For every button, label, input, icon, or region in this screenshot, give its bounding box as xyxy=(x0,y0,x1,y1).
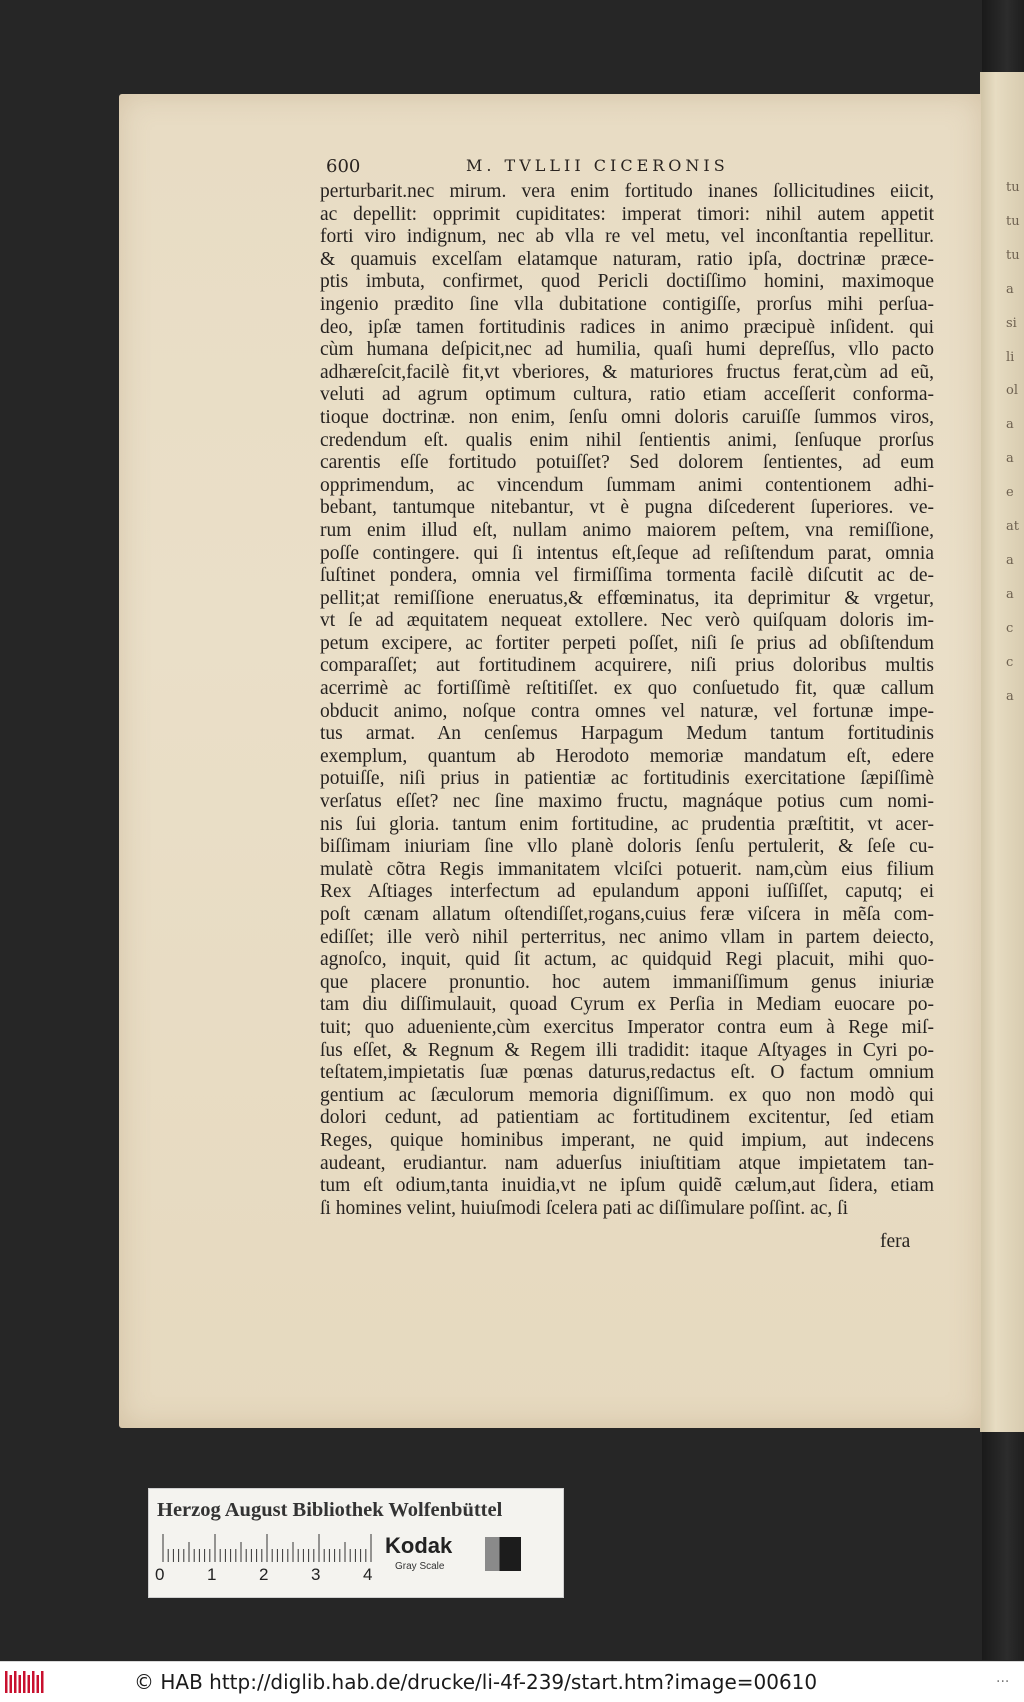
text-line: agnoſco, inquit, quid ſit actum, ac quidquid Regi placuit, mihi quo- xyxy=(320,949,934,971)
text-line: Reges, quique hominibus imperant, ne quid impium, aut indecens xyxy=(320,1129,934,1151)
text-line: ſi homines velint, huiuſmodi ſcelera pati ac diſſimulare poſſint. ac, ſi xyxy=(320,1197,848,1219)
text-line: tuit; quo adueniente,cùm exercitus Imperator contra eum à Rege miſ- xyxy=(320,1016,934,1038)
text-line: ac depellit: opprimit cupiditates: imperat timori: nihil autem appetit xyxy=(320,203,934,225)
logo-bar xyxy=(32,1671,35,1693)
logo-bar xyxy=(28,1675,31,1693)
text-line: petum excipere, ac fortiter perpeti poſſet, niſi ſe prius ad obſiſtendum xyxy=(320,632,934,654)
text-line: verſatus eſſet? nec ſine maximo fructu, magnáque potius cum nomi- xyxy=(320,791,934,813)
text-line: pellit;at remiſſione eneruatus,& effœminatus, ita deprimitur & vrgetur, xyxy=(320,587,934,609)
text-line: deo, ipſæ tamen fortitudinis radices in animo præcipuè inſident. qui xyxy=(320,316,934,338)
next-page-fragment: tu xyxy=(1006,213,1020,229)
text-line: & quamuis excelſam elatamque naturam, ratio ipſa, doctrinæ præce- xyxy=(320,248,934,270)
logo-bar xyxy=(19,1675,22,1693)
text-line: teſtatem,impietatis ſuæ pœnas daturus,redactus eſt. O factum omnium xyxy=(320,1062,934,1084)
text-line: que placere pronuntio. hoc autem immaniſſimum genus iniuriæ xyxy=(320,971,934,993)
next-page-fragment: a xyxy=(1006,451,1014,467)
logo-bar xyxy=(23,1671,26,1693)
text-line: exemplum, quantum ab Herodoto memoriæ mandatum eſt, edere xyxy=(320,745,934,767)
text-line: obducit animo, noſque contra omnes vel naturæ, vel fortunæ impe- xyxy=(320,700,934,722)
kodak-logo: Kodak xyxy=(385,1533,453,1558)
next-page-fragment: tu xyxy=(1006,180,1020,195)
text-line: ptis imbuta, confirmet, quod Pericli doctiſſimo homini, maximoque xyxy=(320,271,934,293)
text-line: vt ſe ad æquitatem nequeat extollere. Nec verò quiſquam doloris im- xyxy=(320,610,934,632)
text-line: gentium ac ſæculorum memoria digniſſimum. ex quo non modò qui xyxy=(320,1084,934,1106)
text-line: tum eſt odium,tanta inuidia,vt ne ipſum quidẽ cælum,aut ſidera, etiam xyxy=(320,1175,934,1197)
scale-ruler xyxy=(159,1533,381,1563)
text-line: ſuſtinet pondera, omnia vel firmiſſima tormenta facilè diſcutit ac de- xyxy=(320,565,934,587)
text-line: ediſſet; ille verò nihil perterritus, nec animo vllam in partem deiecto, xyxy=(320,926,934,948)
text-line: carentis eſſe fortitudo potuiſſet? Sed dolorem ſentientes, ad eum xyxy=(320,452,934,474)
text-line: mulatè cõtra Regis immanitatem vlciſci potuerit. nam,cùm eius filium xyxy=(320,858,934,880)
next-page-fragment: tu xyxy=(1006,247,1020,263)
logo-bar xyxy=(5,1671,8,1693)
text-line: opprimendum, ac vincendum ſummam animi contentionem adhi- xyxy=(320,474,934,496)
text-line: dolori cedunt, ad patientiam ac fortitudinem excitentur, ſed etiam xyxy=(320,1107,934,1129)
text-line: credendum eſt. qualis enim nihil ſentientis animi, ſenſuque prorſus xyxy=(320,429,934,451)
text-line: perturbarit.nec mirum. vera enim fortitudo inanes ſollicitudines eiicit, xyxy=(320,181,934,202)
footer-url-text[interactable]: © HAB http://diglib.hab.de/drucke/li-4f-239/start.htm?image=00610 xyxy=(134,1670,818,1694)
ruler-number: 4 xyxy=(363,1565,373,1584)
ruler-number: 3 xyxy=(311,1565,321,1584)
next-page-fragment: a xyxy=(1006,417,1014,433)
next-page-fragment: li xyxy=(1006,349,1015,365)
gray-scale-label: Gray Scale xyxy=(395,1561,445,1572)
ruler-number: 2 xyxy=(259,1565,269,1584)
page-number: 600 xyxy=(326,156,361,177)
logo-bar xyxy=(41,1671,44,1693)
logo-bar xyxy=(37,1675,40,1693)
text-line: Rex Aſtiages interfectum ad epulandum apponi iuſſiſſet, caputq; ei xyxy=(320,881,934,903)
text-line: veluti ad agrum optimum cultura, ratio etiam acceſſerit conforma- xyxy=(320,384,934,406)
text-line: forti viro indignum, nec ab vlla re vel metu, vel inconſtantia repellitur. xyxy=(320,226,934,248)
text-line: biſſimam iniuriam ſine vllo planè doloris ſenſu pertulerit, & ſeſe cu- xyxy=(320,836,934,858)
text-line: acerrimè ac fortiſſimè reſtitiſſet. ex quo conſuetudo fit, quæ callum xyxy=(320,678,934,700)
page-header xyxy=(326,156,946,180)
text-line: audeant, erudiantur. nam aduerſus iniuſtitiam atque impietatem tan- xyxy=(320,1152,934,1174)
next-page-fragment: ol xyxy=(1006,383,1018,399)
text-line: ingenio prædito ſine vlla dubitatione contigiſſe, prorſus mihi perſua- xyxy=(320,293,934,315)
text-line: adhæreſcit,facilè fit,vt vberiores, & maturiores fructus ferat,cùm ad eũ, xyxy=(320,361,934,383)
next-page-fragment: a xyxy=(1006,552,1014,568)
next-page-fragment: c xyxy=(1006,654,1014,670)
text-line: bebant, tantumque nitebantur, vt è pugna diſcederent ſuperiores. ve- xyxy=(320,497,934,519)
text-line: tioque doctrinæ. non enim, ſenſu omni doloris caruiſſe ſummos viros, xyxy=(320,406,934,428)
text-line: tam diu diſſimulauit, quoad Cyrum ex Perſia in Mediam euocare po- xyxy=(320,994,934,1016)
text-line: cùm humana deſpicit,nec ad humilia, quaſi humi depreſſus, vllo pacto xyxy=(320,339,934,361)
text-line: poſſe contingere. qui ſi intentus eſt,ſeque ad reſiſtendum parat, omnia xyxy=(320,542,934,564)
next-page-fragment: a xyxy=(1006,688,1014,704)
next-page-fragment: at xyxy=(1006,519,1019,534)
next-page-fragment: c xyxy=(1006,620,1014,636)
text-line: comparaſſet; aut fortitudinem acquirere, niſi prius doloribus multis xyxy=(320,655,934,677)
text-line: nis ſui gloria. tantum enim fortitudine, ac prudentia præſtitit, vt acer- xyxy=(320,813,934,835)
next-page-fragment: e xyxy=(1006,485,1014,501)
ruler-number: 1 xyxy=(207,1565,217,1584)
ruler-numbers xyxy=(155,1565,387,1585)
ruler-number: 0 xyxy=(155,1565,165,1584)
next-page-fragment: a xyxy=(1006,586,1014,602)
running-title: M. TVLLII CICERONIS xyxy=(466,156,729,175)
library-name: Herzog August Bibliothek Wolfenbüttel xyxy=(157,1499,503,1521)
text-line: ſus eſſet, & Regnum & Regem illi tradidit: itaque Aſtyages in Cyri po- xyxy=(320,1039,934,1061)
library-color-card xyxy=(148,1488,564,1598)
catchword: fera xyxy=(880,1231,911,1252)
logo-bar xyxy=(10,1675,13,1693)
text-line: poſt cænam allatum oſtendiſſet,rogans,cuius feræ viſcera in mẽſa com- xyxy=(320,904,934,925)
body-text xyxy=(320,181,934,1220)
logo-bar xyxy=(14,1671,17,1693)
footer-bar xyxy=(0,1661,1024,1702)
text-line: rum enim illud eſt, nullam animo maiorem peſtem, vna remiſſione, xyxy=(320,519,934,541)
gray-scale-patch xyxy=(485,1537,521,1571)
more-icon[interactable]: ... xyxy=(996,1670,1010,1686)
text-line: potuiſſe, niſi prius in patientiæ ac fortitudinis exercitatione ſæpiſſimè xyxy=(320,768,934,790)
next-page-fragment: si xyxy=(1006,315,1017,331)
hab-logo-icon xyxy=(4,1669,46,1695)
next-page-fragment: a xyxy=(1006,281,1014,297)
next-page-edge xyxy=(980,72,1024,1432)
text-line: tus armat. An cenſemus Harpagum Medum tantum fortitudinis xyxy=(320,723,934,745)
